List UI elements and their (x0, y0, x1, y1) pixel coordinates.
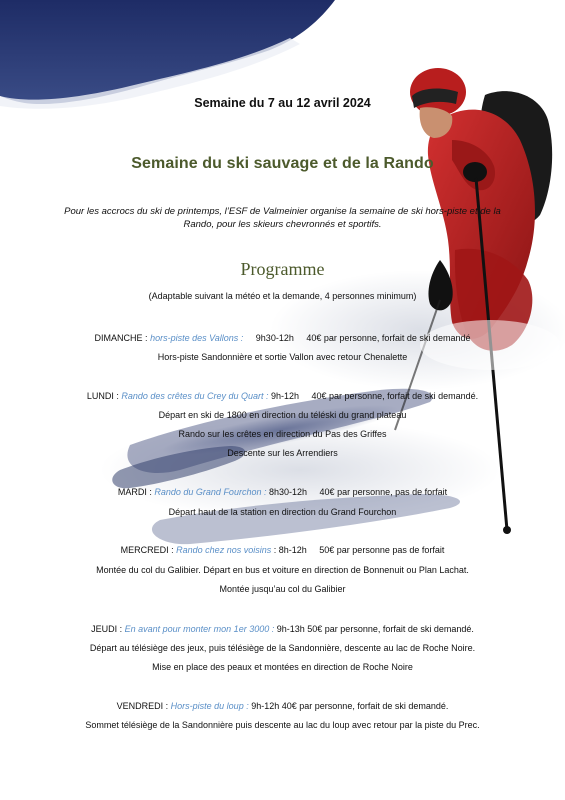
day-wednesday (0, 545, 565, 555)
day-monday (0, 391, 565, 401)
day-tuesday (0, 487, 565, 497)
day-activity: Rando chez nos voisins (176, 545, 272, 555)
day-detail: Sommet télésiège de la Sandonnière puis descente au lac du loup avec retour par la piste du Prec. (85, 720, 480, 730)
day-name: LUNDI : (86, 391, 119, 401)
day-detail: Rando sur les crêtes en direction du Pas des Griffes (178, 429, 387, 439)
day-price: 50€ par personne, forfait de ski demandé. (307, 624, 474, 634)
day-detail: Départ haut de la station en direction du Grand Fourchon (168, 507, 397, 517)
intro-paragraph: Pour les accrocs du ski de printemps, l’ESF de Valmeinier organise la semaine de ski hors-piste et de la Rando, pour les skieurs chevronnés et sportifs. (64, 206, 501, 230)
day-detail: Montée jusqu’au col du Galibier (219, 584, 346, 594)
day-detail: Montée du col du Galibier. Départ en bus et voiture en direction de Bonnenuit ou Plan Lachat. (96, 565, 469, 575)
day-name: DIMANCHE : (94, 333, 148, 343)
day-activity: Hors-piste du loup : (170, 701, 249, 711)
day-activity: Rando des crêtes du Crey du Quart : (121, 391, 269, 401)
day-friday (0, 701, 565, 711)
day-price: 40€ par personne, pas de forfait (319, 487, 448, 497)
day-time: 8h30-12h (268, 487, 308, 497)
day-time: 9h-12h (251, 701, 280, 711)
page-title: Semaine du ski sauvage et de la Rando (131, 155, 434, 172)
day-name: MERCREDI : (120, 545, 174, 555)
day-activity: hors-piste des Vallons : (150, 333, 244, 343)
day-price: 40€ par personne, forfait de ski demandé. (311, 391, 479, 401)
day-sunday (0, 333, 565, 343)
day-price: 50€ par personne pas de forfait (319, 545, 445, 555)
programme-note: (Adaptable suivant la météo et la demande, 4 personnes minimum) (148, 291, 417, 301)
day-activity: Rando du Grand Fourchon : (154, 487, 267, 497)
day-time: 9h-12h (270, 391, 300, 401)
day-price: 40€ par personne, forfait de ski demandé. (281, 701, 449, 711)
day-time: 9h30-12h (255, 333, 294, 343)
day-detail: Départ en ski de 1800 en direction du téléski du grand plateau (158, 410, 407, 420)
day-time: : 8h-12h (273, 545, 307, 555)
day-detail: Descente sur les Arrendiers (227, 448, 338, 458)
day-detail: Départ au télésiège des jeux, puis télésiège de la Sandonnière, descente au lac de Roche Noire. (89, 643, 476, 653)
week-date: Semaine du 7 au 12 avril 2024 (194, 96, 371, 110)
day-thursday (0, 624, 565, 634)
day-name: JEUDI : (91, 624, 123, 634)
day-time: 9h-13h (276, 624, 305, 634)
day-price: 40€ par personne, forfait de ski demandé (306, 333, 471, 343)
day-detail: Hors-piste Sandonnière et sortie Vallon avec retour Chenalette (157, 352, 408, 362)
day-name: MARDI : (117, 487, 152, 497)
day-activity: En avant pour monter mon 1er 3000 : (124, 624, 275, 634)
day-name: VENDREDI : (116, 701, 169, 711)
day-detail: Mise en place des peaux et montées en direction de Roche Noire (152, 662, 413, 672)
programme-title: Programme (240, 259, 325, 279)
